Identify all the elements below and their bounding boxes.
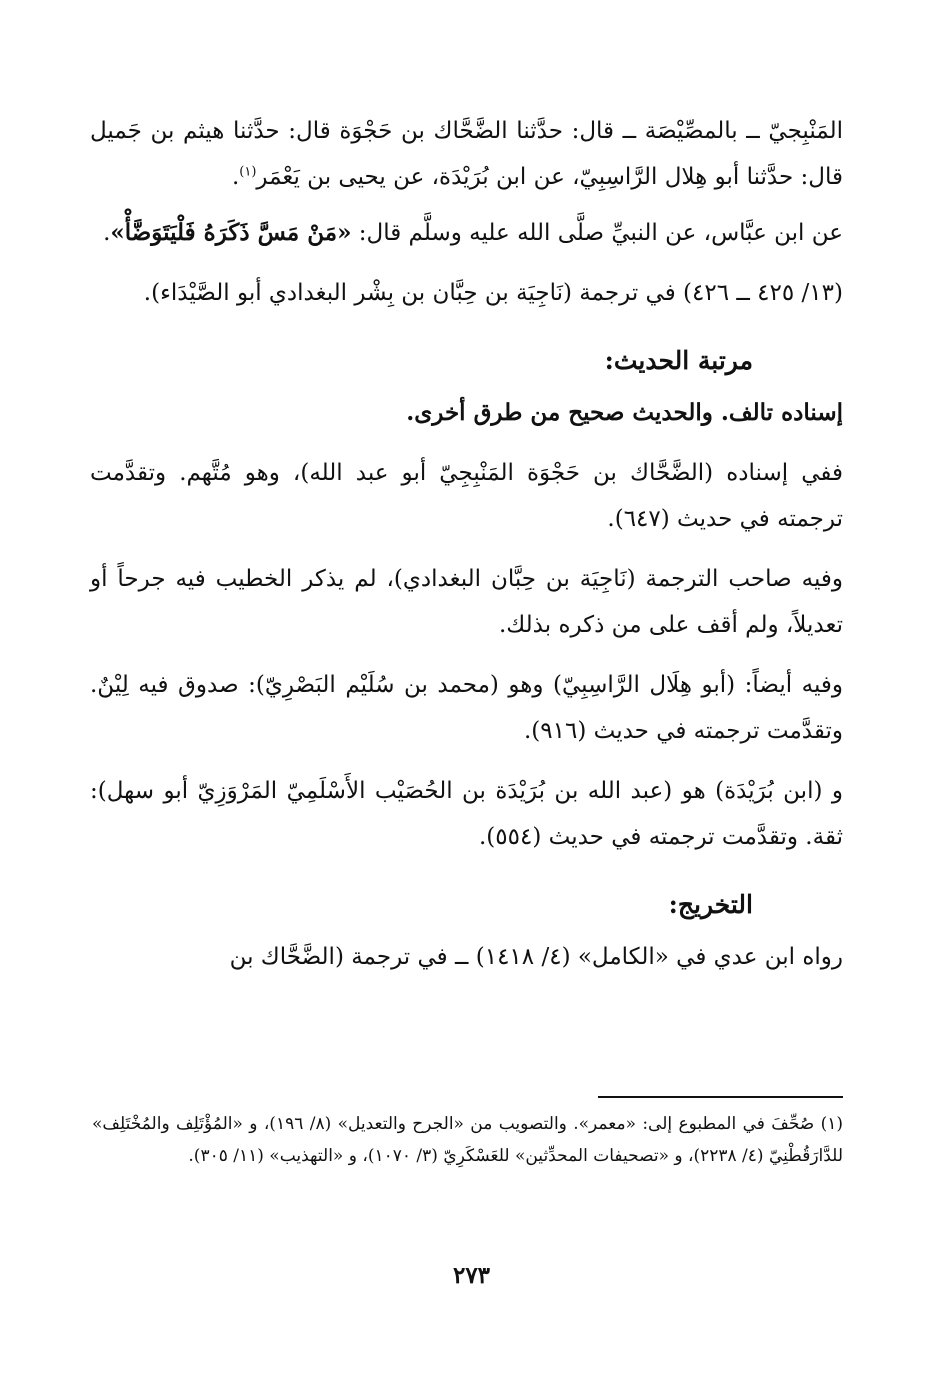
paragraph-reference: (١٣/ ٤٢٥ ــ ٤٢٦) في ترجمة (نَاجِيَة بن حِبَّان بن بِشْر البغدادي أبو الصَّيْدَاء). — [143, 280, 843, 306]
section-heading-grade: مرتبة الحديث: — [604, 346, 753, 375]
section-heading-takhrij: التخريج: — [668, 890, 753, 919]
page-body — [90, 108, 843, 994]
paragraph-isnad: المَنْبِجيّ ــ بالمصِّيْصَة ــ قال: حدَّثنا الضَّحَّاك بن حَجْوَة قال: حدَّثنا هيثم بن جَميل قال: حدَّثنا أبو هِلال الرَّاسِبِيّ، عن ابن بُرَيْدَة، عن يحيى بن يَعْمَر$^{(١)}$. — [90, 118, 843, 190]
paragraph-narrator-2: وفيه صاحب الترجمة (نَاجِيَة بن حِبَّان البغدادي)، لم يذكر الخطيب فيه جرحاً أو تعديلاً، ولم أقف على من ذكره بذلك. — [90, 566, 843, 638]
paragraph-narrator-3: وفيه أيضاً: (أبو هِلَال الرَّاسِبِيّ) وهو (محمد بن سُلَيْم البَصْرِيّ): صدوق فيه لِيْنٌ. وتقدَّمت ترجمته في حديث (٩١٦). — [90, 672, 843, 744]
page-number: ٢٧٣ — [452, 1262, 491, 1289]
paragraph-hadith: عن ابن عبَّاس، عن النبيِّ صلَّى الله عليه وسلَّم قال: «مَنْ مَسَّ ذَكَرَهُ فَلْيَتَوَضَّأْ». — [103, 219, 843, 246]
hadith-intro: عن ابن عبَّاس، عن النبيِّ صلَّى الله عليه وسلَّم قال: — [351, 220, 843, 246]
footnote-divider — [598, 1096, 843, 1098]
paragraph-narrator-4: و (ابن بُرَيْدَة) هو (عبد الله بن بُرَيْدَة بن الحُصَيْب الأَسْلَمِيّ المَرْوَزِيّ أبو سهل): ثقة. وتقدَّمت ترجمته في حديث (٥٥٤). — [90, 778, 843, 850]
footnote-marker: (١) — [239, 164, 257, 180]
paragraph-narrator-1: ففي إسناده (الضَّحَّاك بن حَجْوَة المَنْبِجِيّ أبو عبد الله)، وهو مُتَّهم. وتقدَّمت ترجمته في حديث (٦٤٧). — [90, 460, 843, 532]
grade-verdict: إسناده تالف. والحديث صحيح من طرق أخرى. — [406, 399, 843, 426]
isnad-text: المَنْبِجيّ ــ بالمصِّيْصَة ــ قال: حدَّثنا الضَّحَّاك بن حَجْوَة قال: حدَّثنا هيثم بن جَميل قال: حدَّثنا أبو هِلال الرَّاسِبِيّ، عن ابن بُرَيْدَة، عن يحيى بن يَعْمَر — [90, 118, 843, 190]
footnote-1: (١) صُحِّفَ في المطبوع إلى: «معمر». والتصويب من «الجرح والتعديل» (٨/ ١٩٦)، و «المُؤْتَلِف والمُخْتَلِف» للدَّارَقُطْنِيّ (٤/ ٢٢٣٨)، و «تصحيفات المحدِّثين» للعَسْكَرِيّ (٣/ ١٠٧٠)، و «التهذيب» (١١/ ٣٠٥). — [92, 1114, 843, 1166]
paragraph-takhrij: رواه ابن عدي في «الكامل» (٤/ ١٤١٨) ــ في ترجمة (الضَّحَّاك بن — [229, 944, 843, 970]
hadith-text: «مَنْ مَسَّ ذَكَرَهُ فَلْيَتَوَضَّأْ» — [110, 219, 352, 246]
footnotes — [92, 1108, 843, 1172]
